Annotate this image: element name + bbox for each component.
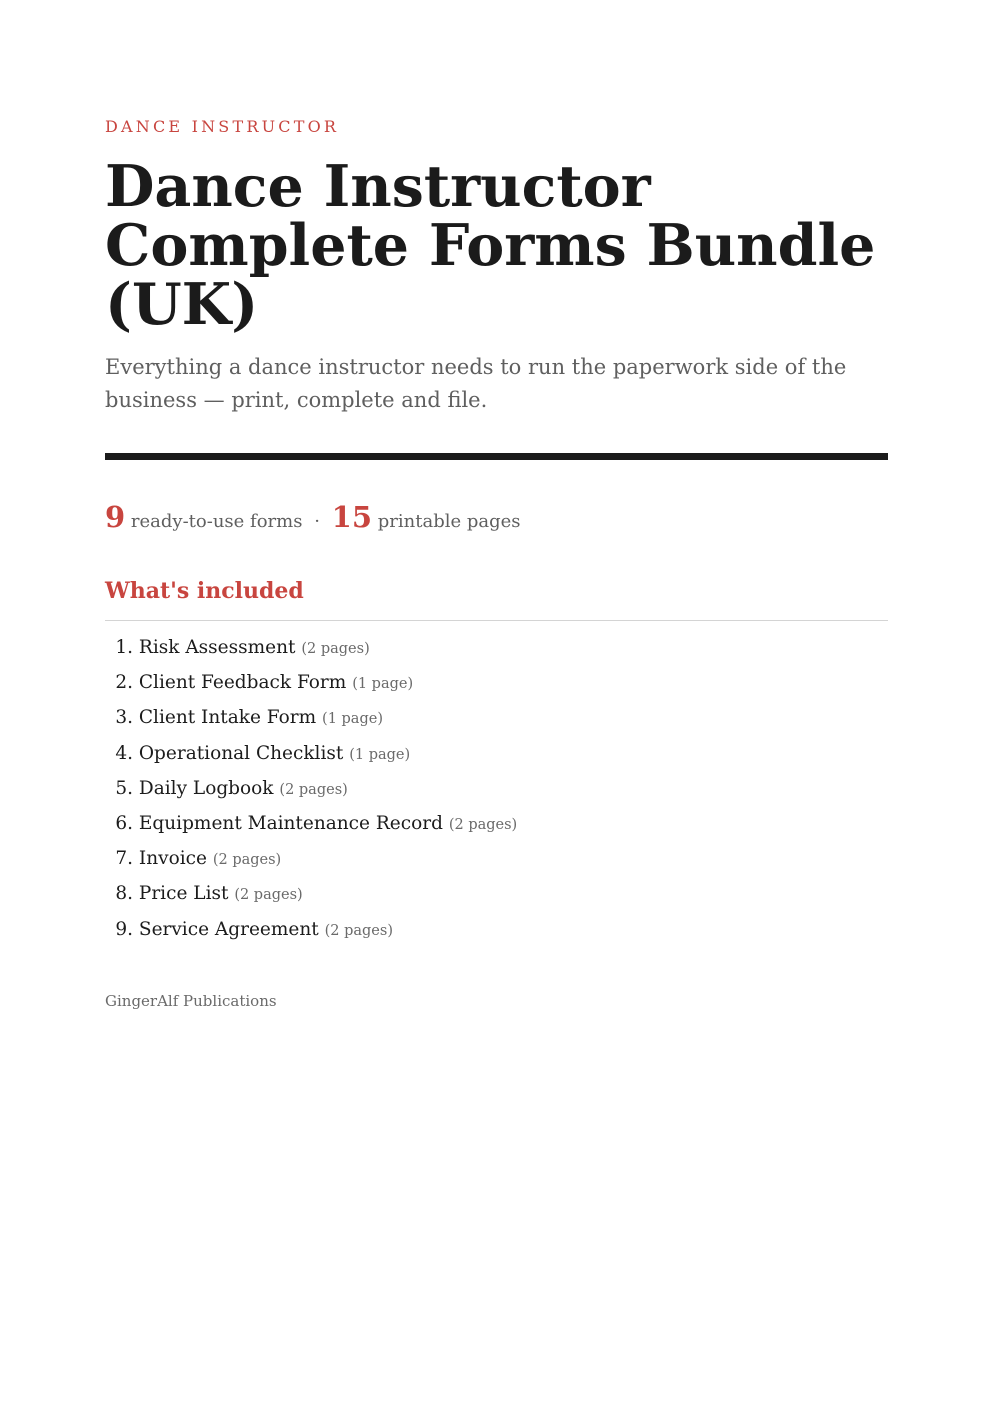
forms-count-label: ready-to-use forms — [130, 511, 303, 532]
list-item-page-count: (1 page) — [352, 676, 414, 693]
page-title: Dance Instructor Complete Forms Bundle (UK) — [105, 153, 876, 338]
section-divider — [105, 620, 888, 621]
list-item — [105, 665, 517, 700]
list-item-number: 6. — [115, 812, 133, 834]
list-item-number: 9. — [115, 918, 133, 940]
list-item-title: Invoice — [138, 848, 207, 870]
list-item-title: Service Agreement — [138, 918, 319, 940]
publisher-name: GingerAlf Publications — [105, 992, 277, 1010]
bundle-stats — [105, 500, 521, 534]
pages-count: 15 — [331, 500, 373, 534]
list-item-page-count: (2 pages) — [212, 852, 282, 869]
list-item-number: 3. — [115, 707, 133, 729]
list-item — [105, 806, 517, 841]
list-item-number: 7. — [115, 848, 133, 870]
list-item-title: Price List — [138, 883, 229, 905]
list-item-title: Client Feedback Form — [138, 672, 347, 694]
list-item-page-count: (2 pages) — [448, 816, 518, 833]
list-item-page-count: (1 page) — [322, 711, 383, 728]
list-item — [105, 630, 517, 665]
page-subtitle: Everything a dance instructor needs to run the paperwork side of the business — print, complete and file. — [105, 355, 847, 412]
list-item-page-count: (2 pages) — [234, 887, 303, 904]
list-item-title: Equipment Maintenance Record — [138, 812, 443, 834]
category-eyebrow: DANCE INSTRUCTOR — [105, 117, 340, 136]
list-item-number: 2. — [115, 672, 133, 694]
list-item-title: Risk Assessment — [138, 637, 296, 658]
list-item-title: Daily Logbook — [138, 777, 274, 799]
title-divider — [105, 453, 888, 460]
list-item-page-count: (2 pages) — [301, 641, 370, 657]
list-item-number: 8. — [115, 883, 133, 905]
list-item — [105, 700, 517, 735]
list-item-title: Operational Checklist — [138, 742, 344, 764]
list-item — [105, 771, 517, 806]
list-item-page-count: (2 pages) — [324, 922, 393, 939]
forms-count: 9 — [105, 500, 126, 534]
pages-count-label: printable pages — [377, 511, 521, 532]
list-item — [105, 736, 517, 771]
list-item-number: 4. — [115, 742, 133, 764]
list-item — [105, 912, 517, 947]
list-item-number: 5. — [115, 777, 133, 799]
list-item-number: 1. — [115, 637, 133, 658]
list-item-page-count: (2 pages) — [279, 781, 348, 798]
list-item — [105, 876, 517, 911]
list-item — [105, 841, 517, 876]
stats-separator: · — [314, 511, 320, 532]
forms-list — [105, 630, 517, 947]
included-heading: What's included — [105, 578, 304, 604]
list-item-title: Client Intake Form — [138, 707, 317, 729]
list-item-page-count: (1 page) — [349, 746, 411, 763]
